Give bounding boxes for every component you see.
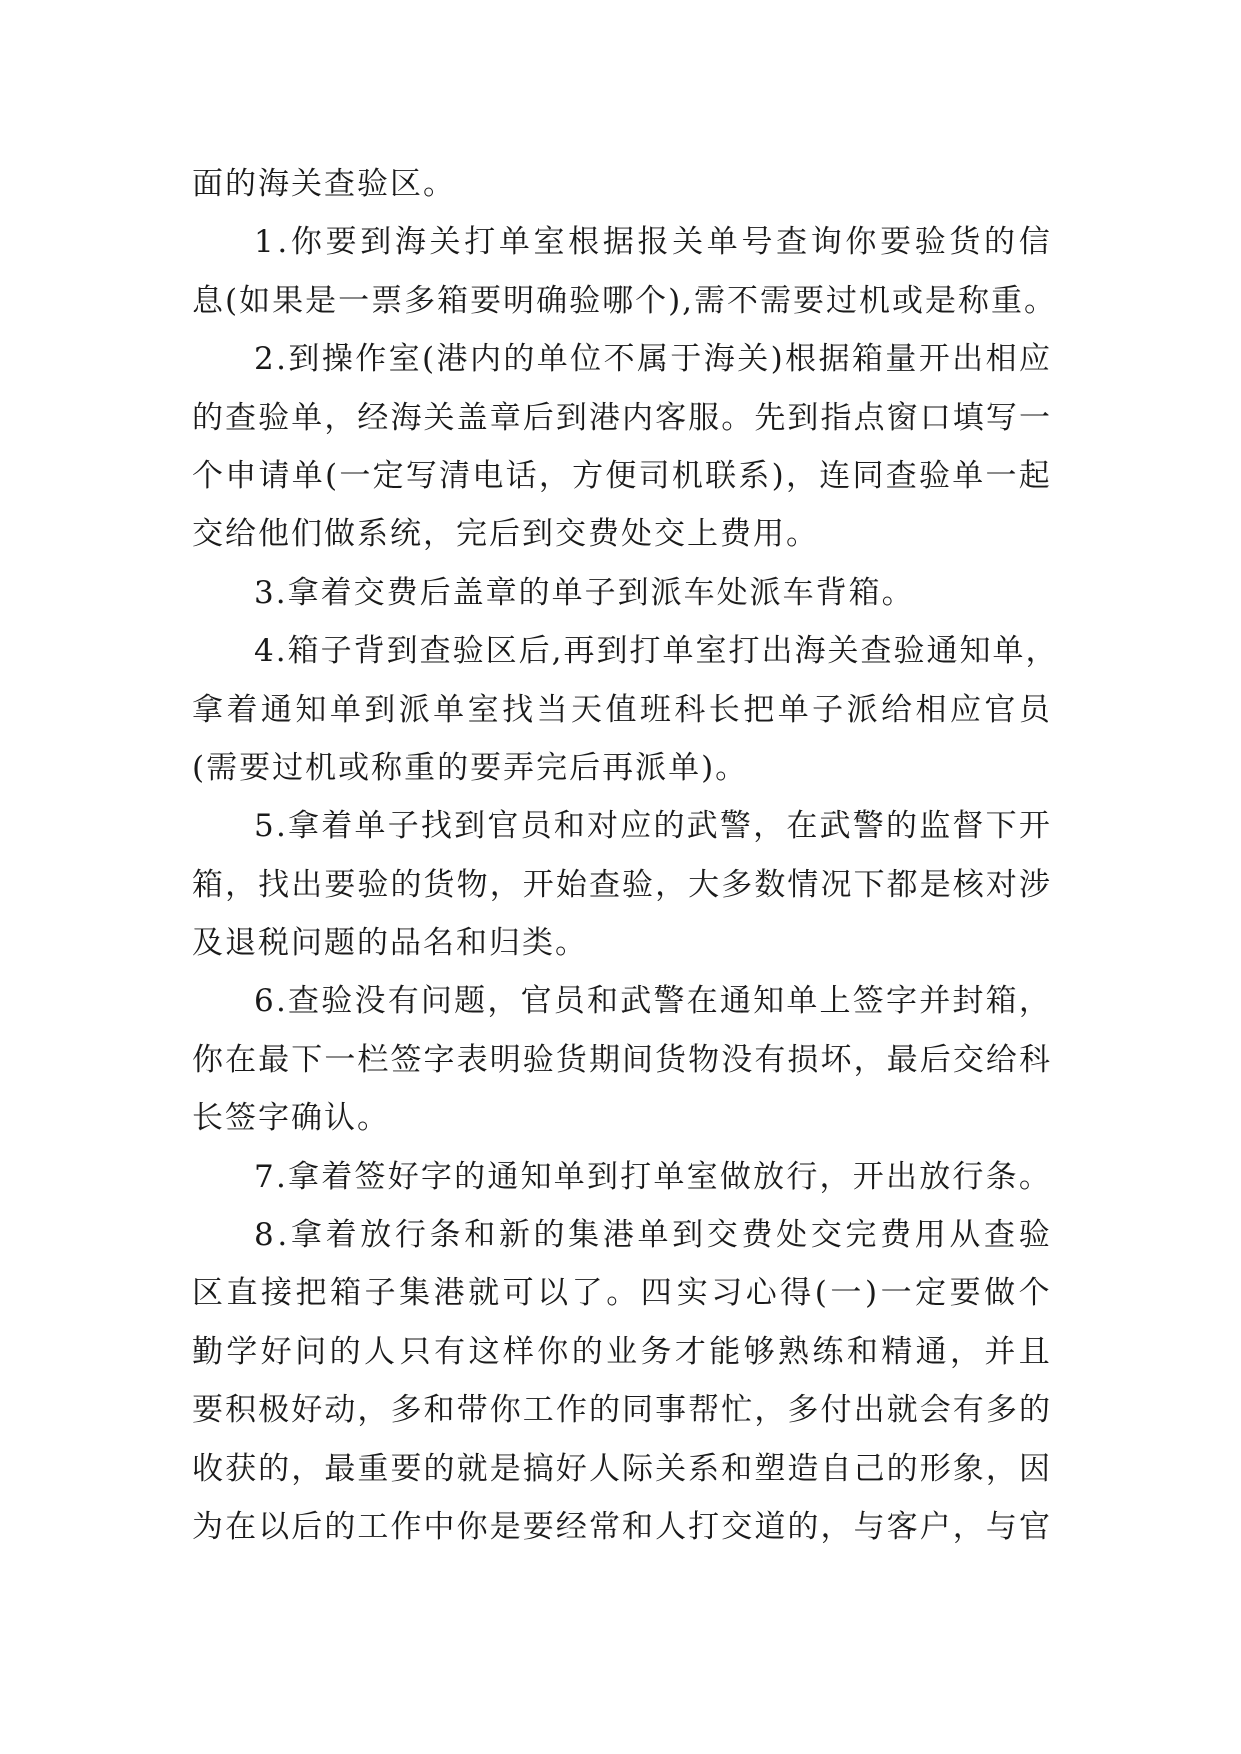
body-text [192,155,1059,1556]
text-line: 8 . 拿 着 放 行 条 和 新 的 集 港 单 到 交 费 处 交 完 费 用 从 查 验 [254,1217,1052,1254]
text-line: 及退税问题的品名和归类。 [192,925,588,962]
text-line: 你 在 最 下 一 栏 签 字 表 明 验 货 期 间 货 物 没 有 损 坏 ， 最 后 交 给 科 [192,1041,1052,1078]
text-line: 为 在 以 后 的 工 作 中 你 是 要 经 常 和 人 打 交 道 的 ， 与 客 户 ， 与 官 [192,1508,1052,1545]
text-line: 的 查 验 单 ， 经 海 关 盖 章 后 到 港 内 客 服 。 先 到 指 点 窗 口 填 写 一 [192,399,1052,436]
text-line: 长签字确认。 [192,1100,390,1137]
text-line: 面的海关查验区。 [192,166,456,202]
text-line: 箱 ， 找 出 要 验 的 货 物 ， 开 始 查 验 ， 大 多 数 情 况 下 都 是 核 对 涉 [192,866,1052,903]
text-line: 个 申 请 单 ( 一 定 写 清 电 话 ， 方 便 司 机 联 系 ) ， 连 同 查 验 单 一 起 [192,457,1052,494]
text-line: 要 积 极 好 动 ， 多 和 带 你 工 作 的 同 事 帮 忙 ， 多 付 出 就 会 有 多 的 [192,1392,1052,1429]
text-line: 4 . 箱 子 背 到 查 验 区 后 , 再 到 打 单 室 打 出 海 关 查 验 通 知 单 ， [254,633,1059,670]
text-line: (需要过机或称重的要弄完后再派单)。 [192,749,749,786]
text-line: 收 获 的 ， 最 重 要 的 就 是 搞 好 人 际 关 系 和 塑 造 自 己 的 形 象 ， 因 [192,1450,1052,1487]
text-line: 交给他们做系统，完后到交费处交上费用。 [192,516,819,553]
text-line: 2 . 到 操 作 室 ( 港 内 的 单 位 不 属 于 海 关 ) 根 据 箱 量 开 出 相 应 [254,341,1052,378]
text-line: 区 直 接 把 箱 子 集 港 就 可 以 了 。 四 实 习 心 得 ( 一 ) 一 定 要 做 个 [192,1275,1052,1312]
text-line: 6 . 查 验 没 有 问 题 ， 官 员 和 武 警 在 通 知 单 上 签 字 并 封 箱 ， [254,983,1052,1020]
text-line: 勤 学 好 问 的 人 只 有 这 样 你 的 业 务 才 能 够 熟 练 和 精 通 ， 并 且 [192,1333,1052,1370]
text-line: 拿 着 通 知 单 到 派 单 室 找 当 天 值 班 科 长 把 单 子 派 给 相 应 官 员 [192,691,1052,728]
text-line: 息(如果是一票多箱要明确验哪个),需不需要过机或是称重。 [192,282,1058,319]
text-line: 3.拿着交费后盖章的单子到派车处派车背箱。 [254,574,915,611]
text-line: 7 . 拿 着 签 好 字 的 通 知 单 到 打 单 室 做 放 行 ， 开 出 放 行 条 。 [254,1158,1052,1195]
text-line: 5 . 拿 着 单 子 找 到 官 员 和 对 应 的 武 警 ， 在 武 警 的 监 督 下 开 [254,808,1052,845]
text-line: 1 . 你 要 到 海 关 打 单 室 根 据 报 关 单 号 查 询 你 要 验 货 的 信 [254,224,1052,261]
